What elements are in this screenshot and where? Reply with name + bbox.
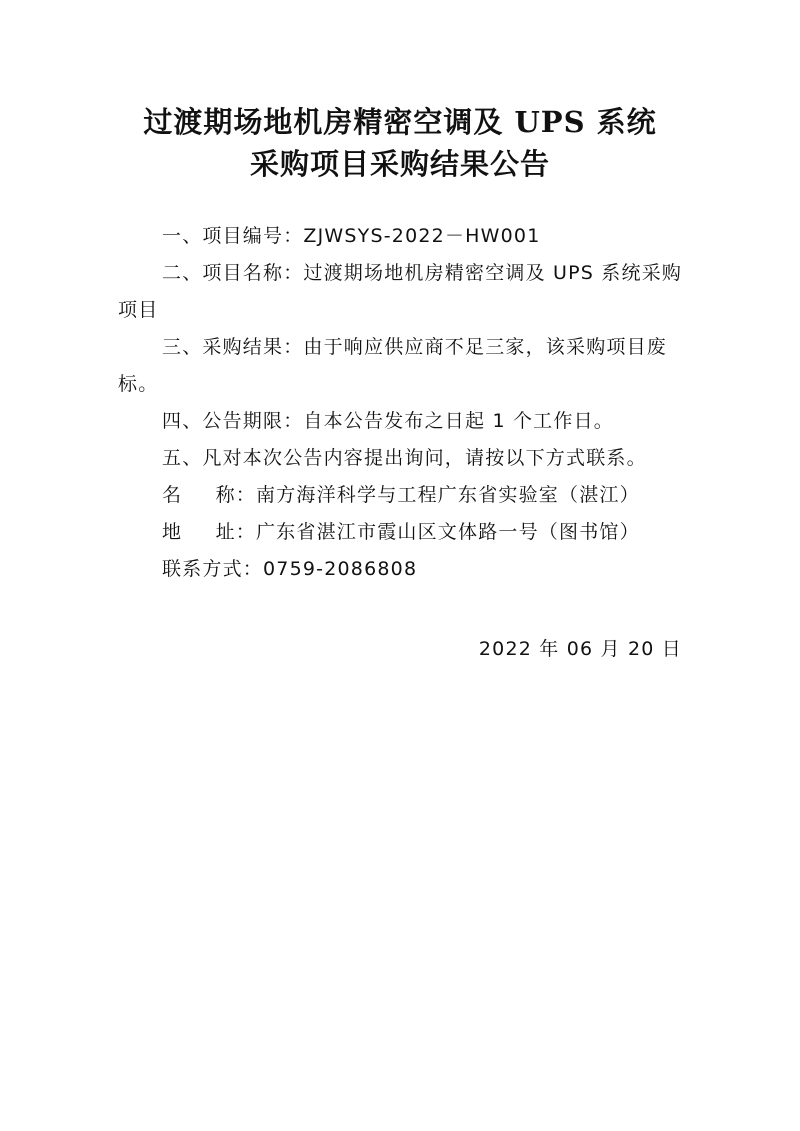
contact-phone-row: [118, 551, 683, 588]
contact-phone-value: 0759-2086808: [263, 558, 418, 580]
item-value: 由于响应供应商不足三家，该采购项目废标。: [118, 336, 668, 395]
item-project-number: [118, 218, 683, 255]
contact-address-row: [118, 514, 683, 551]
item-notice-period: [118, 403, 683, 440]
contact-phone-label: 联系方式：: [162, 558, 264, 580]
item-label: 二、项目名称：: [162, 262, 304, 284]
item-value: 五、凡对本次公告内容提出询问，请按以下方式联系。: [162, 447, 647, 469]
page-title-line-2: 采购项目采购结果公告: [249, 147, 550, 181]
item-label: 三、采购结果：: [162, 336, 304, 358]
contact-address-label: 地 址：: [162, 521, 256, 543]
item-project-name: [118, 255, 683, 329]
contact-name-value: 南方海洋科学与工程广东省实验室（湛江）: [256, 484, 640, 506]
contact-name-row: [118, 477, 683, 514]
contact-address-value: 广东省湛江市霞山区文体路一号（图书馆）: [256, 521, 640, 543]
item-value: ZJWSYS-2022－HW001: [303, 225, 541, 247]
announcement-body: [118, 218, 683, 588]
item-procurement-result: [118, 329, 683, 403]
item-label: 四、公告期限：: [162, 410, 304, 432]
contact-name-label: 名 称：: [162, 484, 256, 506]
page-title-line-1: 过渡期场地机房精密空调及 UPS 系统: [143, 105, 657, 139]
item-label: 一、项目编号：: [162, 225, 304, 247]
item-value: 自本公告发布之日起 1 个工作日。: [303, 410, 614, 432]
item-inquiry-note: [118, 440, 683, 477]
item-value: 过渡期场地机房精密空调及 UPS 系统采购项目: [118, 262, 683, 321]
announcement-date: 2022 年 06 月 20 日: [478, 638, 682, 660]
